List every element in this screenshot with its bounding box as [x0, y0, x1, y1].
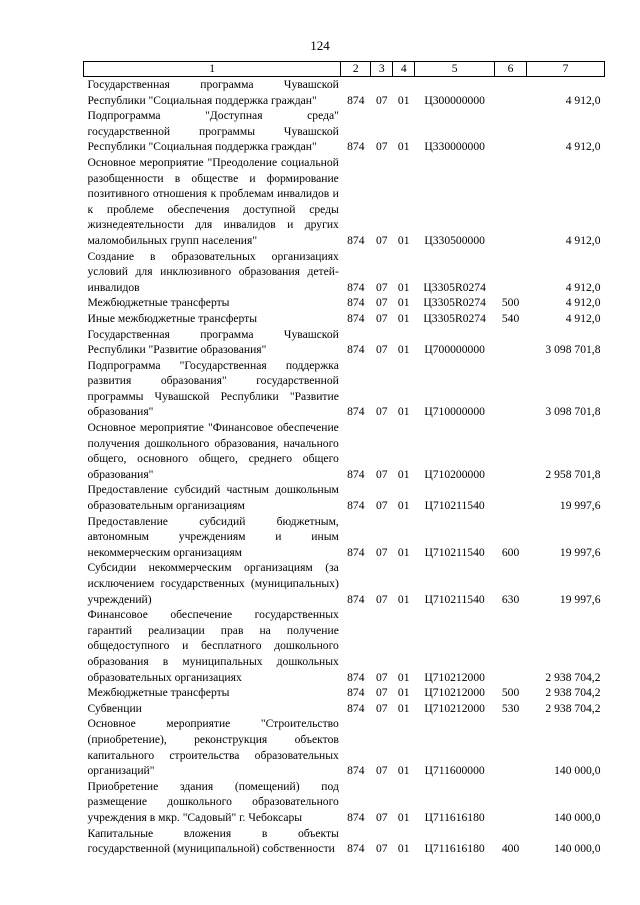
row-expense-type [495, 155, 527, 249]
row-subsection-code: 01 [397, 311, 410, 325]
table-body [84, 77, 605, 857]
row-subsection-code: 01 [397, 842, 410, 856]
row-grbs-code: 874 [347, 499, 365, 513]
row-name: Субсидии некоммерческим организациям (за исключением государственных (муниципальных) учреждений) [87, 561, 339, 606]
row-expense-type [495, 77, 527, 109]
row-amount: 2 958 701,8 [545, 467, 601, 481]
row-subsection-code: 01 [397, 670, 410, 684]
row-amount: 3 098 701,8 [545, 343, 601, 357]
row-target-article: Ц710212000 [424, 670, 485, 684]
row-subsection-code: 01 [397, 592, 410, 606]
row-amount: 19 997,6 [559, 545, 601, 559]
row-section-code: 07 [375, 405, 388, 419]
row-amount: 140 000,0 [554, 764, 601, 778]
table-row [84, 607, 605, 685]
row-name: Иные межбюджетные трансферты [87, 311, 258, 325]
row-amount: 4 912,0 [565, 233, 601, 247]
row-name: Основное мероприятие "Финансовое обеспечение получения дошкольного образования, начального общего, основного общего, среднего общего образования" [87, 421, 339, 481]
column-header-4: 4 [393, 62, 415, 77]
row-section-code: 07 [375, 311, 388, 325]
row-amount: 2 938 704,2 [545, 686, 601, 700]
row-grbs-code: 874 [347, 842, 365, 856]
row-section-code: 07 [375, 343, 388, 357]
row-amount: 19 997,6 [559, 499, 601, 513]
row-target-article: Ц710212000 [424, 701, 485, 715]
row-amount: 4 912,0 [565, 93, 601, 107]
row-grbs-code: 874 [347, 311, 365, 325]
row-subsection-code: 01 [397, 140, 410, 154]
row-subsection-code: 01 [397, 764, 410, 778]
row-expense-type: 540 [501, 311, 520, 325]
table-row [84, 108, 605, 155]
table-row [84, 560, 605, 607]
table-row [84, 358, 605, 420]
row-section-code: 07 [375, 764, 388, 778]
row-amount: 2 938 704,2 [545, 701, 601, 715]
row-section-code: 07 [375, 670, 388, 684]
row-name: Государственная программа Чувашской Республики "Развитие образования" [87, 327, 339, 357]
row-expense-type [495, 327, 527, 358]
row-grbs-code: 874 [347, 280, 365, 294]
row-section-code: 07 [375, 93, 388, 107]
row-grbs-code: 874 [347, 670, 365, 684]
row-grbs-code: 874 [347, 296, 365, 310]
row-target-article: Ц710211540 [424, 545, 485, 559]
column-header-7: 7 [527, 62, 605, 77]
row-target-article: Ц710200000 [424, 467, 485, 481]
column-header-3: 3 [371, 62, 393, 77]
column-header-2: 2 [341, 62, 371, 77]
row-expense-type: 500 [501, 686, 520, 700]
table-row [84, 420, 605, 482]
table-row [84, 514, 605, 561]
row-target-article: Ц710000000 [424, 405, 485, 419]
row-section-code: 07 [375, 140, 388, 154]
row-section-code: 07 [375, 467, 388, 481]
row-subsection-code: 01 [397, 467, 410, 481]
row-target-article: Ц3305R0274 [423, 280, 486, 294]
table-row [84, 311, 605, 327]
row-name: Основное мероприятие "Строительство (приобретение), реконструкция объектов капитального строительства образовательных организаций" [87, 717, 339, 778]
row-subsection-code: 01 [397, 701, 410, 715]
row-section-code: 07 [375, 296, 388, 310]
row-amount: 4 912,0 [565, 296, 601, 310]
budget-table [83, 61, 605, 857]
row-grbs-code: 874 [347, 686, 365, 700]
row-expense-type [495, 779, 527, 826]
row-section-code: 07 [375, 686, 388, 700]
table-row [84, 295, 605, 311]
row-grbs-code: 874 [347, 764, 365, 778]
table-row [84, 482, 605, 513]
row-grbs-code: 874 [347, 467, 365, 481]
row-name: Подпрограмма "Доступная среда" государственной программы Чувашской Республики "Социальная поддержка граждан" [87, 109, 339, 154]
row-name: Создание в образовательных организациях условий для инклюзивного образования детей-инвалидов [87, 249, 339, 294]
table-row [84, 327, 605, 358]
row-amount: 4 912,0 [565, 140, 601, 154]
table-row [84, 779, 605, 826]
row-target-article: Ц3305R0274 [423, 296, 486, 310]
table-row [84, 701, 605, 717]
row-target-article: Ц330500000 [424, 233, 485, 247]
row-target-article: Ц710212000 [424, 686, 485, 700]
row-expense-type [495, 482, 527, 513]
table-row [84, 249, 605, 296]
row-subsection-code: 01 [397, 686, 410, 700]
row-name: Капитальные вложения в объекты государственной (муниципальной) собственности [87, 826, 339, 856]
row-name: Подпрограмма "Государственная поддержка развития образования" государственной программы Чувашской Республики "Развитие образования" [87, 358, 339, 419]
row-amount: 4 912,0 [565, 280, 601, 294]
row-section-code: 07 [375, 810, 388, 824]
row-expense-type: 600 [501, 545, 520, 559]
table-row [84, 716, 605, 778]
column-header-5: 5 [415, 62, 495, 77]
row-subsection-code: 01 [397, 405, 410, 419]
row-name: Межбюджетные трансферты [87, 686, 230, 700]
row-section-code: 07 [375, 701, 388, 715]
table-row [84, 685, 605, 701]
row-name: Государственная программа Чувашской Республики "Социальная поддержка граждан" [87, 78, 339, 107]
row-grbs-code: 874 [347, 405, 365, 419]
row-section-code: 07 [375, 233, 388, 247]
row-grbs-code: 874 [347, 701, 365, 715]
row-target-article: Ц700000000 [424, 343, 485, 357]
table-row [84, 77, 605, 109]
page-number: 124 [310, 38, 330, 53]
row-target-article: Ц710211540 [424, 592, 485, 606]
row-expense-type: 500 [501, 296, 520, 310]
row-grbs-code: 874 [347, 545, 365, 559]
row-target-article: Ц710211540 [424, 499, 485, 513]
row-subsection-code: 01 [397, 810, 410, 824]
row-amount: 19 997,6 [559, 592, 601, 606]
row-target-article: Ц3305R0274 [423, 311, 486, 325]
row-name: Предоставление субсидий бюджетным, автономным учреждениям и иным некоммерческим организациям [87, 514, 339, 559]
row-subsection-code: 01 [397, 343, 410, 357]
row-section-code: 07 [375, 842, 388, 856]
row-target-article: Ц711600000 [424, 764, 485, 778]
column-header-1: 1 [84, 62, 341, 77]
row-subsection-code: 01 [397, 233, 410, 247]
row-section-code: 07 [375, 499, 388, 513]
row-target-article: Ц330000000 [424, 140, 485, 154]
row-name: Финансовое обеспечение государственных гарантий реализации прав на получение общедоступного и бесплатного дошкольного образования в муниципальных дошкольных образовательных организациях [87, 608, 339, 684]
row-name: Предоставление субсидий частным дошкольным образовательным организациям [87, 483, 339, 513]
row-grbs-code: 874 [347, 233, 365, 247]
row-grbs-code: 874 [347, 343, 365, 357]
row-subsection-code: 01 [397, 545, 410, 559]
row-amount: 3 098 701,8 [545, 405, 601, 419]
row-grbs-code: 874 [347, 810, 365, 824]
row-amount: 4 912,0 [565, 311, 601, 325]
row-name: Основное мероприятие "Преодоление социальной разобщенности в обществе и формирование позитивного отношения к проблемам инвалидов и к проблеме обеспечения доступной среды жизнедеятельности для инвалидов и других маломобильных групп населения" [87, 155, 339, 247]
row-subsection-code: 01 [397, 280, 410, 294]
row-subsection-code: 01 [397, 296, 410, 310]
row-expense-type: 530 [501, 701, 520, 715]
table-row [84, 826, 605, 857]
table-row [84, 155, 605, 249]
row-expense-type: 630 [501, 592, 520, 606]
row-subsection-code: 01 [397, 93, 410, 107]
row-name: Межбюджетные трансферты [87, 296, 230, 310]
row-target-article: Ц300000000 [424, 93, 485, 107]
row-amount: 140 000,0 [554, 842, 601, 856]
row-amount: 140 000,0 [554, 810, 601, 824]
row-expense-type [495, 607, 527, 685]
row-amount: 2 938 704,2 [545, 670, 601, 684]
row-section-code: 07 [375, 592, 388, 606]
row-grbs-code: 874 [347, 592, 365, 606]
row-section-code: 07 [375, 280, 388, 294]
row-name: Субвенции [87, 701, 142, 715]
row-expense-type [495, 108, 527, 155]
row-grbs-code: 874 [347, 93, 365, 107]
row-expense-type [495, 716, 527, 778]
column-header-6: 6 [495, 62, 527, 77]
table-header [84, 62, 605, 77]
row-expense-type [495, 358, 527, 420]
row-section-code: 07 [375, 545, 388, 559]
row-expense-type [495, 420, 527, 482]
row-target-article: Ц711616180 [424, 842, 485, 856]
row-subsection-code: 01 [397, 499, 410, 513]
row-name: Приобретение здания (помещений) под размещение дошкольного образовательного учреждения в мкр. "Садовый" г. Чебоксары [87, 779, 339, 824]
row-expense-type: 400 [501, 842, 520, 856]
row-target-article: Ц711616180 [424, 810, 485, 824]
row-grbs-code: 874 [347, 140, 365, 154]
row-expense-type [495, 249, 527, 296]
